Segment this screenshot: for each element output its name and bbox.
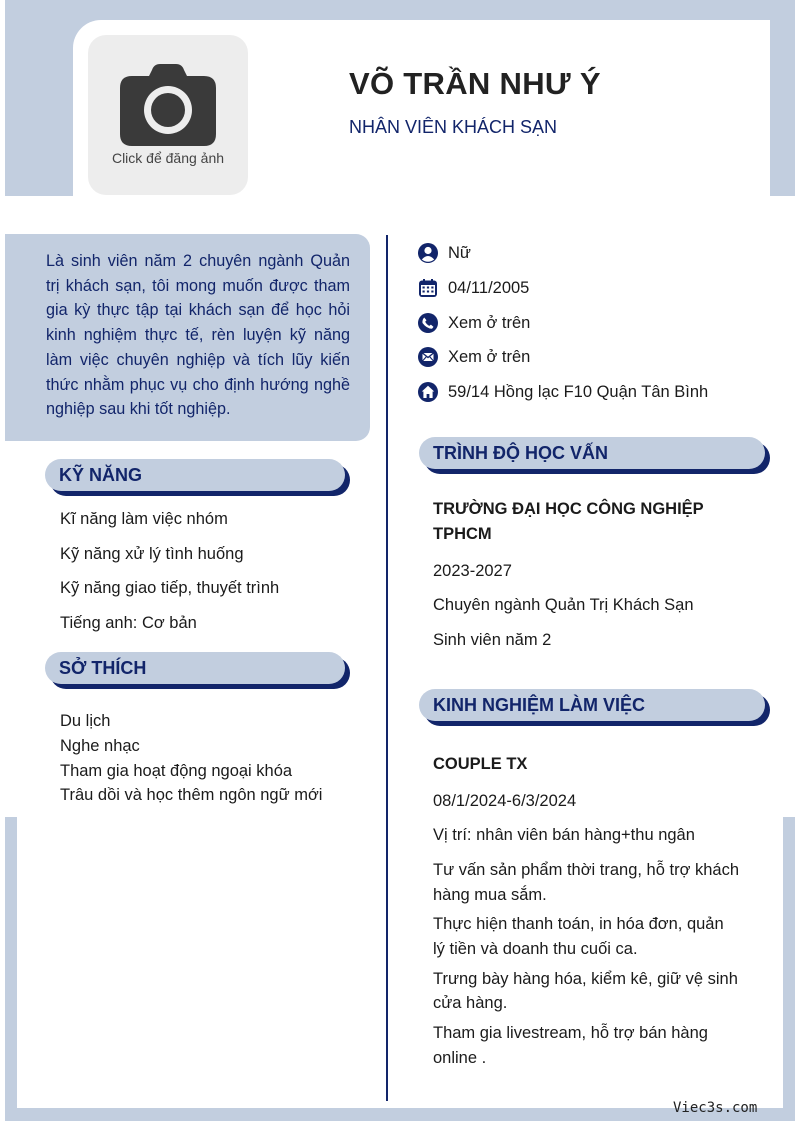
calendar-icon (418, 278, 438, 298)
education-major: Chuyên ngành Quản Trị Khách Sạn (433, 596, 694, 614)
phone-icon (418, 313, 438, 333)
skills-heading: KỸ NĂNG (45, 459, 345, 491)
camera-icon (120, 64, 216, 146)
contact-address (418, 382, 708, 402)
home-icon (418, 382, 438, 402)
contact-phone (418, 313, 530, 333)
hobby-item: Tham gia hoạt động ngoại khóa (60, 762, 293, 780)
photo-upload-label: Click để đăng ảnh (111, 150, 225, 166)
duty-line: cửa hàng. (433, 994, 508, 1012)
email-value: Xem ở trên (448, 347, 531, 366)
duty-line: lý tiền và doanh thu cuối ca. (433, 940, 638, 958)
contact-email (418, 347, 530, 367)
skill-item: Kĩ năng làm việc nhóm (60, 510, 228, 528)
company-name: COUPLE TX (433, 755, 528, 773)
duty-line: Thực hiện thanh toán, in hóa đơn, quản (433, 915, 724, 933)
contact-gender (418, 243, 471, 263)
phone-value: Xem ở trên (448, 313, 531, 332)
column-divider (386, 235, 388, 1101)
site-watermark: Viec3s.com (673, 1100, 758, 1116)
skill-item: Tiếng anh: Cơ bản (60, 614, 197, 632)
school-name-line2: TPHCM (433, 525, 492, 543)
career-objective: Là sinh viên năm 2 chuyên ngành Quản trị khách sạn, tôi mong muốn được tham gia kỳ thực tập tại khách sạn để học hỏi kinh nghiệm thực tế, rèn luyện kỹ năng làm việc chuyên nghiệp và tích lũy kiến thức nhằm phục vụ cho định hướng nghề nghiệp sau khi tốt nghiệp. (46, 252, 350, 419)
mail-icon (418, 347, 438, 367)
experience-heading: KINH NGHIỆM LÀM VIỆC (419, 689, 765, 721)
school-name-line1: TRƯỜNG ĐẠI HỌC CÔNG NGHIỆP (433, 500, 704, 518)
header-corner-accent (5, 160, 73, 196)
duty-line: Tham gia livestream, hỗ trợ bán hàng (433, 1024, 708, 1042)
duty-line: Tư vấn sản phẩm thời trang, hỗ trợ khách (433, 861, 739, 879)
education-period: 2023-2027 (433, 562, 512, 580)
duty-line: online . (433, 1049, 487, 1067)
address-value: 59/14 Hồng lạc F10 Quận Tân Bình (448, 382, 709, 401)
hobby-item: Trâu dồi và học thêm ngôn ngữ mới (60, 786, 323, 804)
duty-line: Trưng bày hàng hóa, kiểm kê, giữ vệ sinh (433, 970, 738, 988)
candidate-name: VÕ TRẦN NHƯ Ý (349, 66, 601, 101)
education-heading: TRÌNH ĐỘ HỌC VẤN (419, 437, 765, 469)
skill-item: Kỹ năng xử lý tình huống (60, 545, 244, 563)
contact-birthday (418, 278, 529, 298)
skill-item: Kỹ năng giao tiếp, thuyết trình (60, 579, 280, 597)
hobby-item: Nghe nhạc (60, 737, 140, 755)
duty-line: hàng mua sắm. (433, 886, 547, 904)
hobbies-heading: SỞ THÍCH (45, 652, 345, 684)
education-year: Sinh viên năm 2 (433, 631, 552, 649)
avatar-upload[interactable] (88, 35, 248, 195)
birthday-value: 04/11/2005 (448, 278, 530, 297)
user-icon (418, 243, 438, 263)
experience-position: Vị trí: nhân viên bán hàng+thu ngân (433, 826, 695, 844)
hobby-item: Du lịch (60, 712, 111, 730)
gender-value: Nữ (448, 243, 471, 262)
experience-period: 08/1/2024-6/3/2024 (433, 792, 577, 810)
job-title: NHÂN VIÊN KHÁCH SẠN (349, 117, 558, 137)
